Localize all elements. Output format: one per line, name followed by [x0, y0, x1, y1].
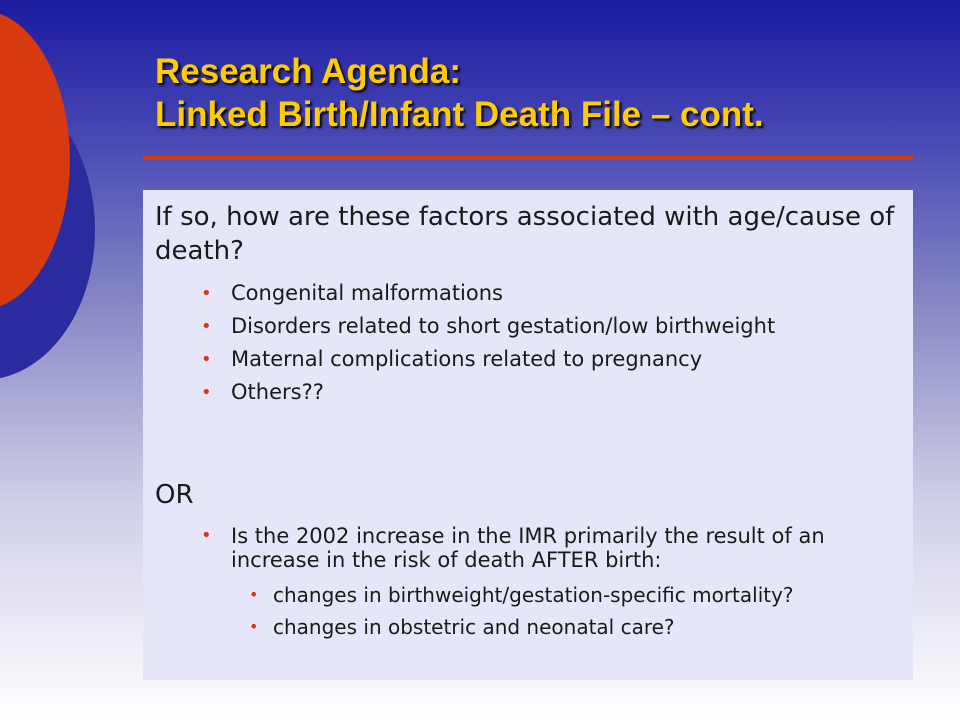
bullet-icon: • [201, 316, 212, 337]
title-line-1: Research Agenda: [155, 52, 462, 91]
list-item [155, 524, 901, 640]
list-item-text: Maternal complications related to pregnancy [231, 347, 703, 371]
list-item [155, 379, 901, 406]
content-panel [143, 190, 913, 680]
list-item [155, 346, 901, 373]
bullet-icon: • [249, 617, 259, 636]
lead-question: If so, how are these factors associated with age/cause of death? [155, 202, 895, 266]
list-item-text: Congenital malformations [231, 281, 503, 305]
bullet-icon: • [201, 382, 212, 403]
list-item [231, 614, 901, 640]
slide-title [155, 50, 764, 136]
bullet-icon: • [201, 349, 212, 370]
factor-list [155, 280, 901, 406]
list-item-text: changes in obstetric and neonatal care? [273, 615, 675, 639]
or-label: OR [155, 480, 194, 510]
sub-point-list [231, 582, 901, 640]
title-underline [143, 156, 913, 160]
list-item-text: Others?? [231, 380, 324, 404]
list-item [231, 582, 901, 608]
bullet-icon: • [201, 525, 212, 546]
question-text: Is the 2002 increase in the IMR primarily the result of an increase in the risk of death AFTER birth: [231, 524, 825, 572]
list-item-text: changes in birthweight/gestation-specific mortality? [273, 583, 794, 607]
list-item [155, 280, 901, 307]
question-list [155, 524, 901, 640]
bullet-icon: • [201, 283, 212, 304]
bullet-icon: • [249, 585, 259, 604]
list-item-text: Disorders related to short gestation/low birthweight [231, 314, 776, 338]
title-line-2: Linked Birth/Infant Death File – cont. [155, 95, 764, 134]
list-item [155, 313, 901, 340]
